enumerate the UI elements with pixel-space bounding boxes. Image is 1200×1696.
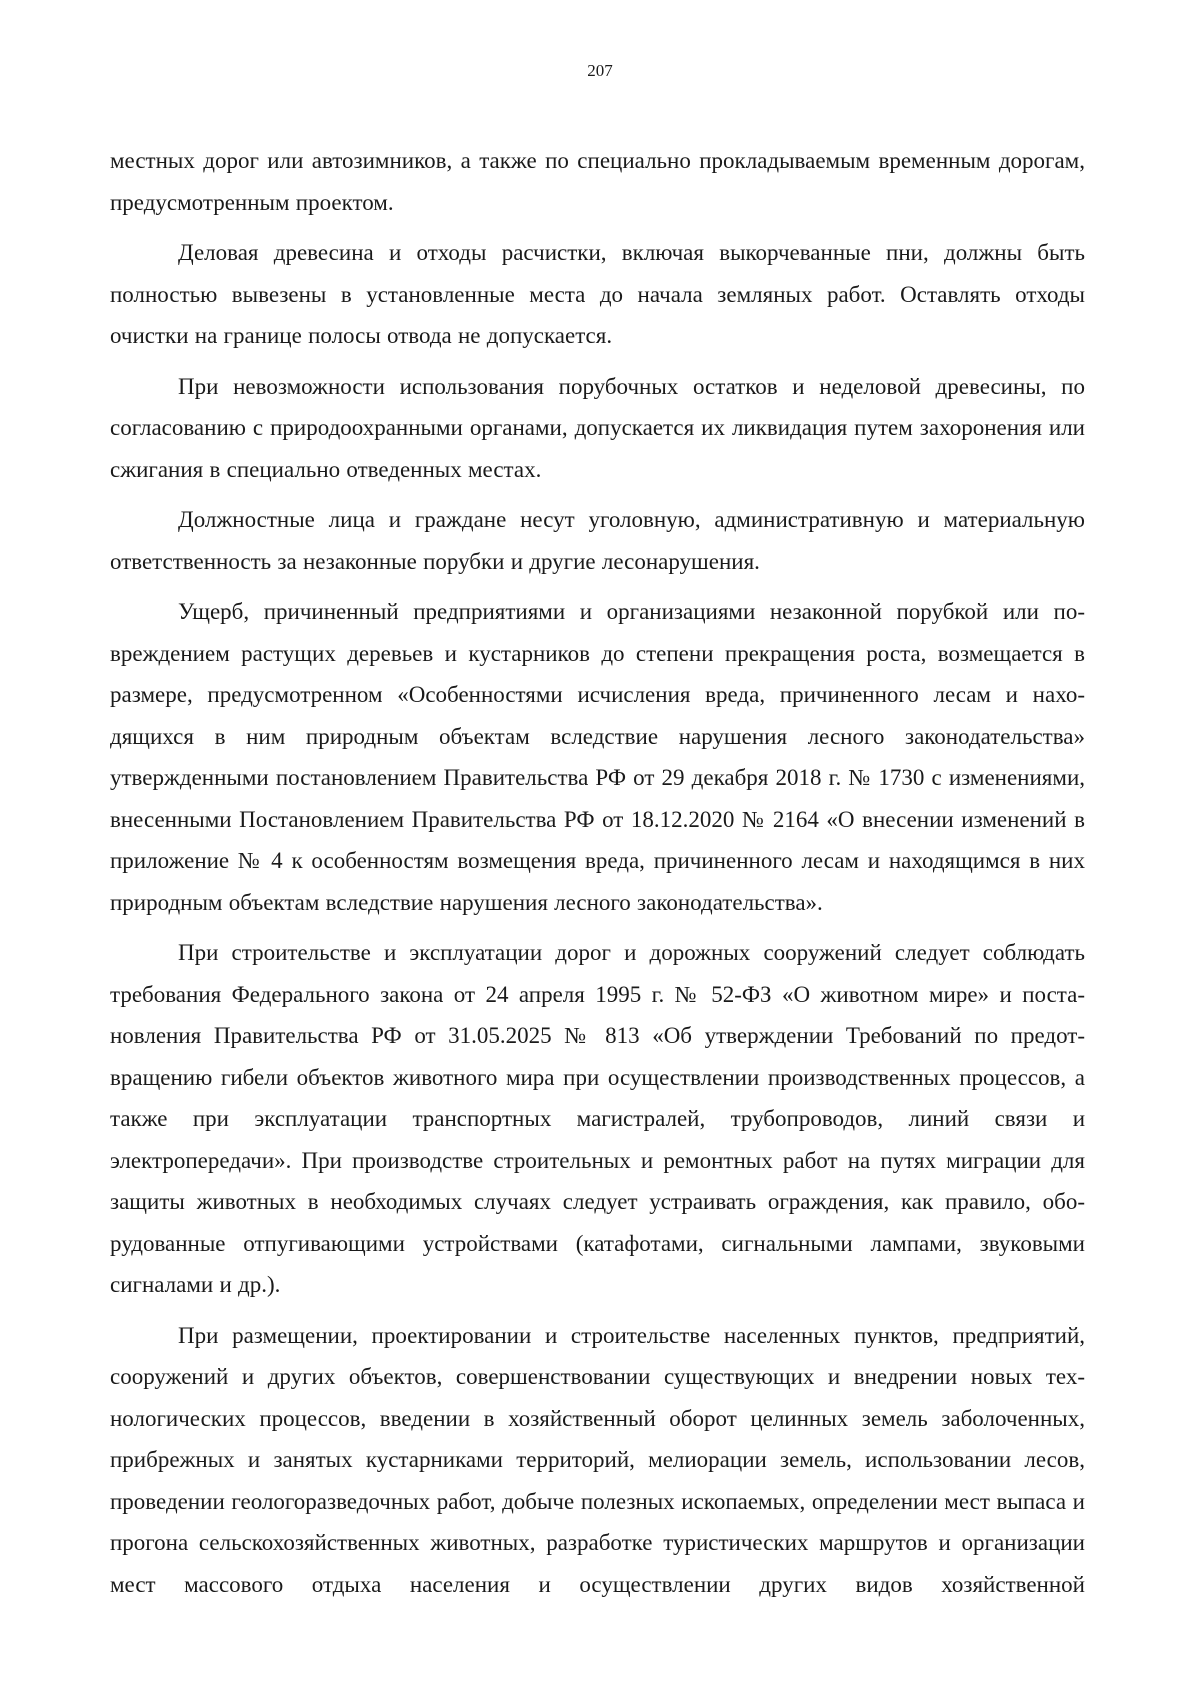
paragraph-3: При невозможности использования порубочных остатков и неделовой древесины, по согласованию с природоохранными органами, допускается их ликвидация путем захоронения или сжигания в специально отведенных местах. <box>110 373 1085 482</box>
paragraph-7: При размещении, проектировании и строительстве населенных пунктов, предприятий, сооружений и других объектов, совершенствовании существующих и внедрении новых технологических процессов, введении в хозяйственный оборот целинных земель заболоченных, прибрежных и занятых кустарниками территорий, мелиорации земель, использовании лесов, проведении геологоразведочных работ, добыче полезных ископаемых, определении мест выпаса и прогона сельскохозяйственных животных, разработке туристических маршрутов и организации мест массового отдыха населения и осуществлении других видов хозяйственной <box>110 1322 1085 1597</box>
page-number: 207 <box>587 61 613 80</box>
paragraph-4: Должностные лица и граждане несут уголовную, административную и материальную ответственность за незаконные порубки и другие лесонарушения. <box>110 507 1085 574</box>
paragraph-1: местных дорог или автозимников, а также по специально прокладываемым временным дорогам, предусмотренным проектом. <box>110 148 1085 215</box>
document-body <box>110 140 1085 1605</box>
paragraph-5: Ущерб, причиненный предприятиями и организациями незаконной порубкой или повреждением растущих деревьев и кустарников до степени прекращения роста, возмещается в размере, предусмотренном «Особенностями исчисления вреда, причиненного лесам и находящихся в ним природным объектам вследствие нарушения лесного законодательства» утвержденными постановлением Правительства РФ от 29 декабря 2018 г. № 1730 с изменениями, внесенными Постановлением Правительства РФ от 18.12.2020 № 2164 «О внесении изменений в приложение № 4 к особенностям возмещения вреда, причиненного лесам и находящимся в них природным объектам вследствие нарушения лесного законодательства». <box>110 599 1085 915</box>
paragraph-6: При строительстве и эксплуатации дорог и дорожных сооружений следует соблюдать требования Федерального закона от 24 апреля 1995 г. № 52-ФЗ «О животном мире» и постановления Правительства РФ от 31.05.2025 № 813 «Об утверждении Требований по предотвращению гибели объектов животного мира при осуществлении производственных процессов, а также при эксплуатации транспортных магистралей, трубопроводов, линий связи и электропередачи». При производстве строительных и ремонтных работ на путях миграции для защиты животных в необходимых случаях следует устраивать ограждения, как правило, оборудованные отпугивающими устройствами (катафотами, сигнальными лампами, звуковыми сигналами и др.). <box>110 940 1085 1297</box>
paragraph-2: Деловая древесина и отходы расчистки, включая выкорчеванные пни, должны быть полностью вывезены в установленные места до начала земляных работ. Оставлять отходы очистки на границе полосы отвода не допускается. <box>110 240 1085 348</box>
